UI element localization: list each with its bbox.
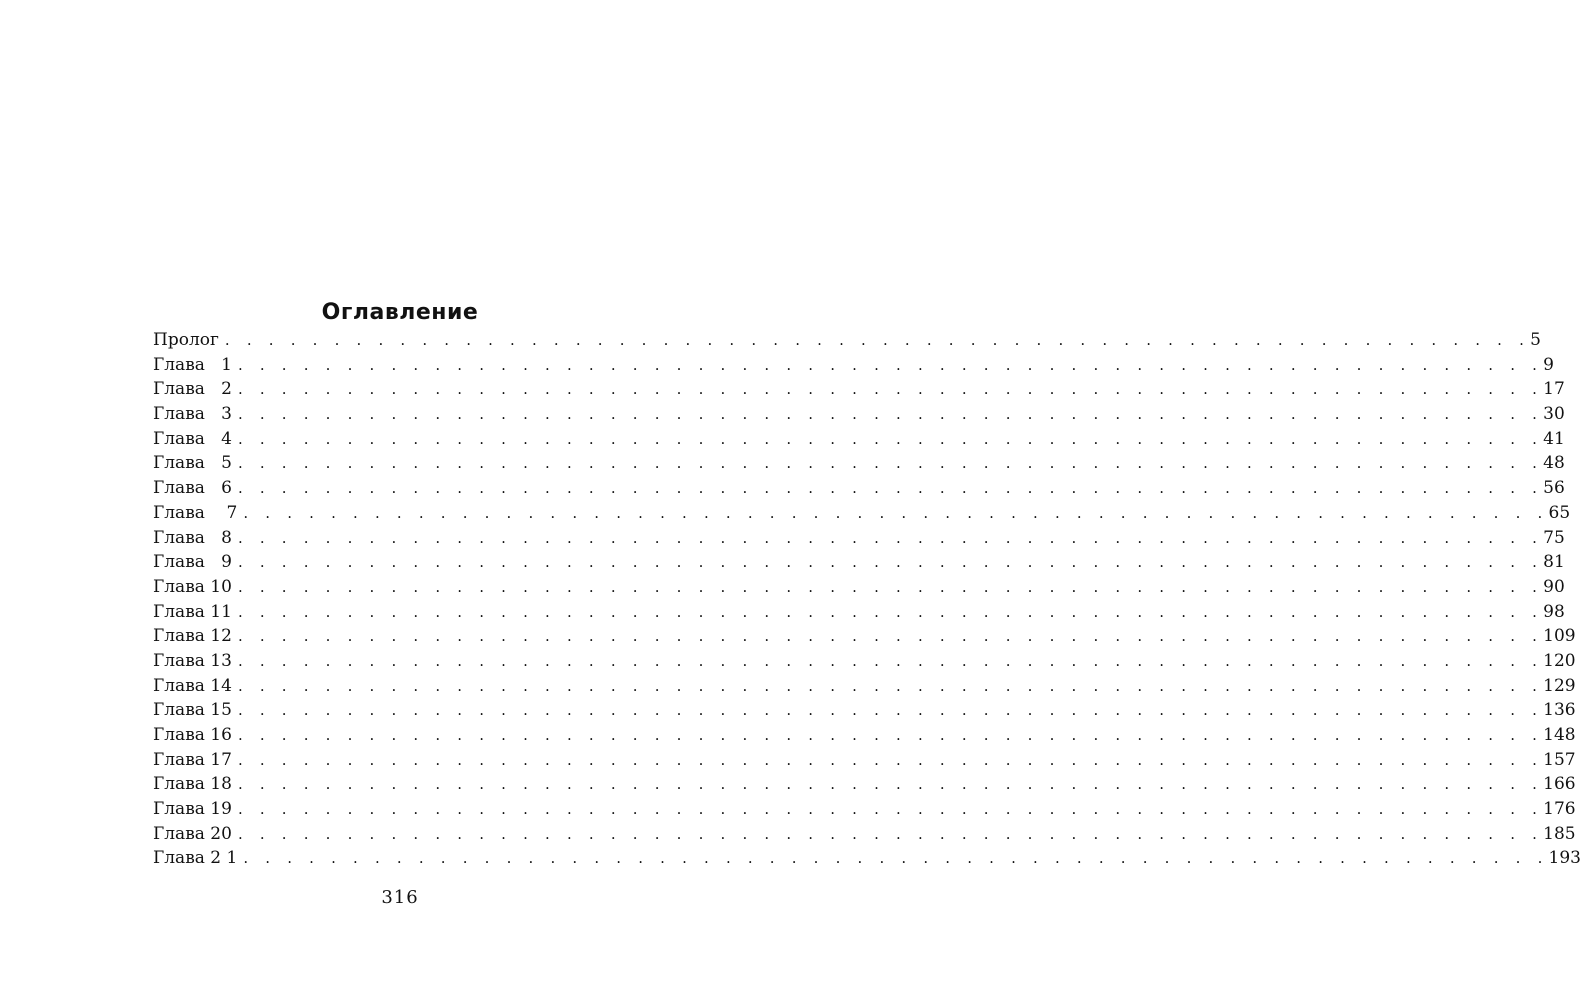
- toc-entry-page: 5: [1530, 330, 1541, 350]
- toc-entry-label: Пролог: [153, 330, 219, 350]
- toc-entry: [153, 427, 1565, 452]
- toc-entry-page: 129: [1543, 675, 1576, 696]
- toc-entry-page: 185: [1543, 823, 1576, 844]
- toc-entry-page: 120: [1543, 650, 1576, 671]
- toc-entry-page: 136: [1543, 700, 1576, 721]
- toc-entry-page: 166: [1543, 774, 1576, 795]
- toc-entry: [153, 451, 1565, 476]
- toc-entry-label: Глава 12: [153, 626, 232, 647]
- dot-leader: . . . . . . . . . . . . . . . . . . . . . . . . . . . . . . . . . . . . . . . . . . . . . . . . . . . . . . . . . . . .: [237, 800, 1544, 819]
- toc-entry: [153, 501, 1571, 526]
- toc-entry-label: Глава 5: [153, 453, 232, 474]
- toc-entry-label: Глава 10: [153, 576, 232, 597]
- toc-entry-label: Глава 16: [153, 725, 232, 745]
- toc-entry-label: Глава 14: [153, 675, 232, 696]
- toc-entry: [153, 402, 1565, 427]
- toc-entry-page: 98: [1543, 601, 1565, 622]
- toc-entry-label: Глава 18: [153, 774, 232, 795]
- dot-leader: . . . . . . . . . . . . . . . . . . . . . . . . . . . . . . . . . . . . . . . . . . . . . . . . . . . . . . . . . . . .: [237, 602, 1544, 621]
- dot-leader: . . . . . . . . . . . . . . . . . . . . . . . . . . . . . . . . . . . . . . . . . . . . . . . . . . . . . . . . . . . .: [237, 429, 1544, 448]
- toc-entry-label: Глава 6: [153, 478, 232, 499]
- toc-entry: [153, 476, 1565, 501]
- toc-entry-page: 17: [1543, 379, 1565, 400]
- toc-entry: [153, 353, 1554, 378]
- dot-leader: . . . . . . . . . . . . . . . . . . . . . . . . . . . . . . . . . . . . . . . . . . . . . . . . . . . . . . . . . . . .: [237, 479, 1544, 498]
- toc-entry: [153, 723, 1576, 748]
- toc-entry-page: 56: [1543, 478, 1565, 499]
- toc-entry-label: Глава 1: [153, 354, 232, 375]
- dot-leader: . . . . . . . . . . . . . . . . . . . . . . . . . . . . . . . . . . . . . . . . . . . . . . . . . . . . . . . . . . . .: [237, 701, 1544, 720]
- dot-leader: . . . . . . . . . . . . . . . . . . . . . . . . . . . . . . . . . . . . . . . . . . . . . . . . . . . . . . . . . . . .: [237, 651, 1544, 670]
- dot-leader: . . . . . . . . . . . . . . . . . . . . . . . . . . . . . . . . . . . . . . . . . . . . . . . . . . . . . . . . . . . .: [237, 454, 1544, 473]
- toc-entry-label: Глава 20: [153, 823, 232, 844]
- toc-entry: [153, 674, 1576, 699]
- toc-entry-label: Глава 15: [153, 700, 232, 721]
- toc-entry: [153, 624, 1576, 649]
- dot-leader: . . . . . . . . . . . . . . . . . . . . . . . . . . . . . . . . . . . . . . . . . . . . . . . . . . . . . . . . . . . .: [237, 577, 1544, 596]
- dot-leader: . . . . . . . . . . . . . . . . . . . . . . . . . . . . . . . . . . . . . . . . . . . . . . . . . . . . . . . . . . . .: [237, 627, 1544, 646]
- dot-leader: . . . . . . . . . . . . . . . . . . . . . . . . . . . . . . . . . . . . . . . . . . . . . . . . . . . . . . . . . . . .: [237, 775, 1544, 794]
- toc-entry-page: 65: [1548, 502, 1571, 523]
- dot-leader: . . . . . . . . . . . . . . . . . . . . . . . . . . . . . . . . . . . . . . . . . . . . . . . . . . . . . . . . . . . .: [237, 380, 1544, 399]
- dot-leader: . . . . . . . . . . . . . . . . . . . . . . . . . . . . . . . . . . . . . . . . . . . . . . . . . . . . . . . . . . . .: [237, 553, 1544, 572]
- dot-leader: . . . . . . . . . . . . . . . . . . . . . . . . . . . . . . . . . . . . . . . . . . . . . . . . . . . . . . . . . . . .: [224, 331, 1531, 349]
- toc-entry: [153, 748, 1576, 773]
- toc-entry-label: Глава 19: [153, 799, 232, 820]
- toc-entry-page: 81: [1543, 552, 1565, 573]
- toc-entry-page: 48: [1543, 453, 1565, 474]
- toc-entry-page: 109: [1543, 626, 1576, 647]
- dot-leader: . . . . . . . . . . . . . . . . . . . . . . . . . . . . . . . . . . . . . . . . . . . . . . . . . . . . . . . . . . . .: [237, 750, 1544, 769]
- toc-entry-page: 41: [1543, 428, 1565, 449]
- toc-entry: [153, 649, 1576, 674]
- dot-leader: . . . . . . . . . . . . . . . . . . . . . . . . . . . . . . . . . . . . . . . . . . . . . . . . . . . . . . . . . . . .: [243, 849, 1549, 868]
- toc-entry-label: Глава 3: [153, 404, 232, 425]
- toc-entry: [153, 575, 1565, 600]
- toc-entry-page: 157: [1543, 749, 1576, 770]
- dot-leader: . . . . . . . . . . . . . . . . . . . . . . . . . . . . . . . . . . . . . . . . . . . . . . . . . . . . . . . . . . . .: [237, 676, 1544, 695]
- toc-entry: [153, 377, 1565, 402]
- toc-entry-page: 193: [1548, 848, 1581, 869]
- toc-entry-label: Глава 11: [153, 601, 232, 622]
- dot-leader: . . . . . . . . . . . . . . . . . . . . . . . . . . . . . . . . . . . . . . . . . . . . . . . . . . . . . . . . . . . .: [237, 355, 1544, 374]
- dot-leader: . . . . . . . . . . . . . . . . . . . . . . . . . . . . . . . . . . . . . . . . . . . . . . . . . . . . . . . . . . . .: [237, 405, 1544, 424]
- toc-entry: [153, 772, 1576, 797]
- toc-entry-page: 176: [1543, 799, 1576, 820]
- toc-entry: [153, 822, 1576, 847]
- toc-entry-label: Глава 9: [153, 552, 232, 573]
- table-of-contents: [153, 328, 1581, 871]
- dot-leader: . . . . . . . . . . . . . . . . . . . . . . . . . . . . . . . . . . . . . . . . . . . . . . . . . . . . . . . . . . . .: [237, 824, 1544, 843]
- toc-entry-label: Глава 17: [153, 749, 232, 770]
- page-title: Оглавление: [321, 299, 479, 325]
- dot-leader: . . . . . . . . . . . . . . . . . . . . . . . . . . . . . . . . . . . . . . . . . . . . . . . . . . . . . . . . . . . .: [237, 726, 1544, 744]
- toc-entry: [153, 698, 1576, 723]
- toc-entry: [153, 797, 1576, 822]
- toc-entry-page: 30: [1543, 404, 1565, 425]
- toc-entry-page: 75: [1543, 527, 1565, 548]
- toc-entry-label: Глава 2 1: [153, 848, 238, 869]
- toc-entry: [153, 550, 1565, 575]
- toc-entry-page: 9: [1543, 354, 1554, 375]
- toc-entry-label: Глава 7: [153, 502, 238, 523]
- dot-leader: . . . . . . . . . . . . . . . . . . . . . . . . . . . . . . . . . . . . . . . . . . . . . . . . . . . . . . . . . . . .: [243, 503, 1549, 522]
- toc-entry: [153, 600, 1565, 625]
- toc-entry-label: Глава 4: [153, 428, 232, 449]
- toc-entry-label: Глава 8: [153, 527, 232, 548]
- toc-entry: [153, 846, 1581, 871]
- toc-entry-page: 148: [1543, 725, 1576, 745]
- toc-entry: [153, 328, 1541, 353]
- toc-entry-label: Глава 2: [153, 379, 232, 400]
- dot-leader: . . . . . . . . . . . . . . . . . . . . . . . . . . . . . . . . . . . . . . . . . . . . . . . . . . . . . . . . . . . .: [237, 528, 1544, 547]
- toc-entry: [153, 526, 1565, 551]
- toc-entry-page: 90: [1543, 576, 1565, 597]
- page-number: 316: [381, 887, 419, 908]
- toc-entry-label: Глава 13: [153, 650, 232, 671]
